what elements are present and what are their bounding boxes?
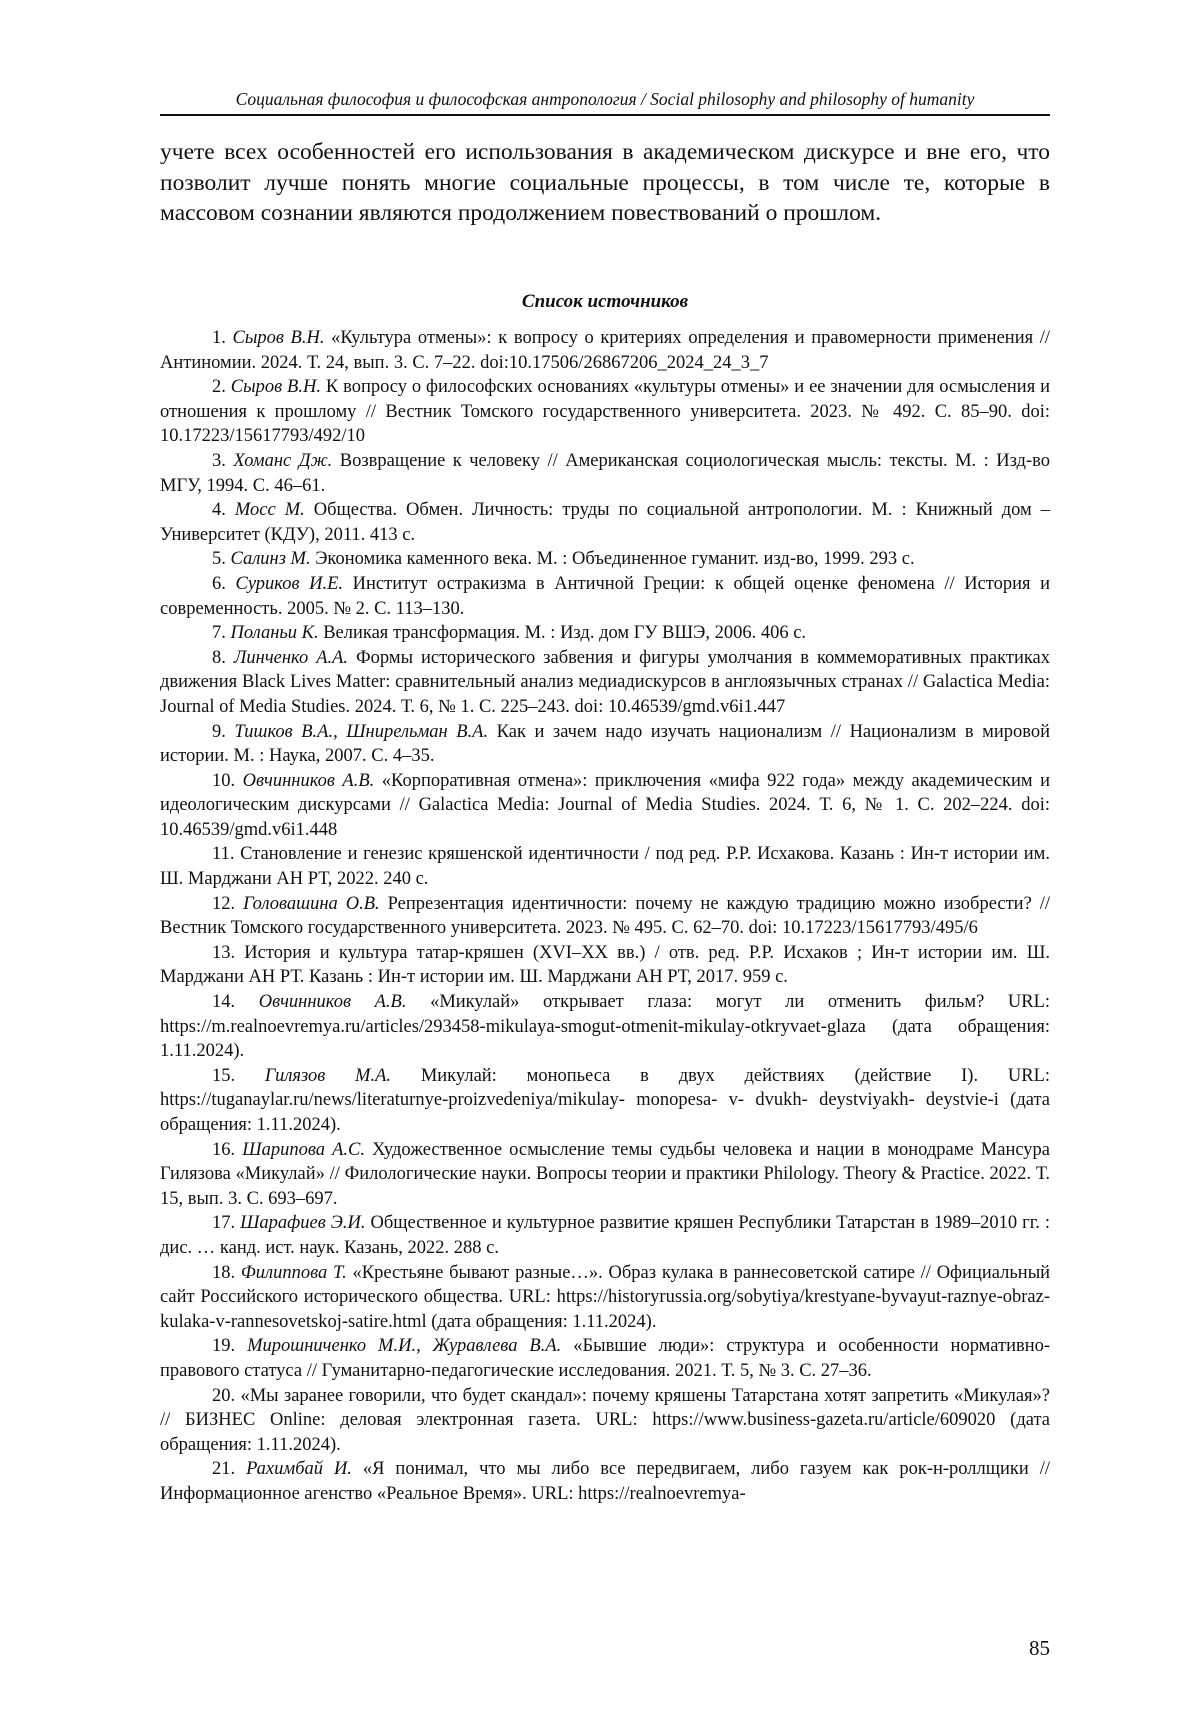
reference-number: 20. [212,1385,236,1406]
reference-text: К вопросу о философских основаниях «культуры отмены» и ее значении для осмысления и отношения к прошлому // Вестник Томского государственного университета. 2023. № 492. С. 85–90. doi: 10.17223/15617793/492/10 [160,377,1051,447]
reference-author: Филиппова Т. [240,1262,347,1283]
reference-number: 16. [212,1139,236,1160]
reference-author: Овчинников А.В. [242,770,375,791]
reference-number: 9. [212,721,226,742]
reference-item [160,375,1050,449]
body-paragraph: учете всех особенностей его использования в академическом дискурсе и вне его, что позволит лучше понять многие социальные процессы, в том числе те, которые в массовом сознании являются продолжением повествований о прошлом. [160,139,1050,226]
reference-number: 11. [212,844,235,865]
reference-item [160,842,1050,891]
reference-number: 7. [212,623,226,644]
reference-text: «Корпоративная отмена»: приключения «мифа 922 года» между академическим и идеологическим дискурсами // Galactica Media: Journal of Media Studies. 2024. Т. 6, № 1. С. 202–224. doi: 10.46539/gmd.v6i1.448 [160,770,1051,840]
reference-item [160,941,1050,990]
reference-text: Как и зачем надо изучать национализм // Национализм в мировой истории. М. : Наука, 2007. С. 4–35. [160,721,1051,767]
reference-text: Общества. Обмен. Личность: труды по социальной антропологии. М. : Книжный дом – Университет (КДУ), 2011. 413 с. [160,500,1051,545]
reference-author: Овчинников А.В. [258,992,407,1013]
reference-number: 10. [212,770,236,791]
reference-author: Мирошниченко М.И., Журавлева В.А. [247,1336,562,1357]
page-number: 85 [1029,1636,1050,1660]
reference-author: Сыров В.Н. [232,328,325,348]
reference-text: «Бывшие люди»: структура и особенности нормативно-правового статуса // Гуманитарно-педагогические исследования. 2021. Т. 5, № 3. С. 27–36. [160,1336,1051,1381]
reference-item [160,1211,1050,1260]
reference-item [160,1457,1050,1506]
reference-item [160,326,1050,375]
reference-number: 18. [212,1262,236,1283]
reference-item [160,720,1050,769]
reference-text: Великая трансформация. М. : Изд. дом ГУ ВШЭ, 2006. 406 с. [323,623,807,644]
reference-text: Экономика каменного века. М. : Объединенное гуманит. изд-во, 1999. 293 с. [315,549,915,570]
reference-text: Репрезентация идентичности: почему не каждую традицию можно изобрести? // Вестник Томского государственного университета. 2023. № 495. С. 62–70. doi: 10.17223/15617793/495/6 [160,893,1051,939]
running-head: Социальная философия и философская антропология / Social philosophy and philosophy of humanity [160,88,1050,116]
reference-author: Сыров В.Н. [230,377,321,398]
reference-author: Рахимбай И. [246,1459,352,1480]
reference-text: Становление и генезис кряшенской идентичности / под ред. Р.Р. Исхакова. Казань : Ин-т истории им. Ш. Марджани АН РТ, 2022. 240 с. [160,844,1050,890]
reference-item [160,621,1050,646]
reference-text: «Крестьяне бывают разные…». Образ кулака в раннесоветской сатире // Официальный сайт Российского исторического общества. URL: https://historyrussia.org/sobytiya/krestyane-byvayut-raznye-obraz-kulaka-v-rannesovetskoj-satire.html (дата обращения: 1.11.2024). [160,1262,1051,1332]
reference-author: Салинз М. [230,549,311,570]
reference-text: Формы исторического забвения и фигуры умолчания в коммеморативных практиках движения Black Lives Matter: сравнительный анализ медиадискурсов в англоязычных странах // Galactica Media: Journal of Media Studies. 2024. Т. 6, № 1. С. 225–243. doi: 10.46539/gmd.v6i1.447 [160,647,1051,717]
reference-item [160,646,1050,720]
reference-item [160,449,1050,498]
reference-text: «Я понимал, что мы либо все передвигаем, либо газуем как рок-н-роллщики // Информационное агенство «Реальное Время». URL: https://realnoevremya- [160,1459,1051,1504]
reference-number: 19. [212,1336,236,1357]
reference-item [160,1384,1050,1458]
reference-number: 15. [212,1065,236,1086]
reference-item [160,1064,1050,1138]
reference-number: 21. [212,1459,236,1480]
reference-item [160,892,1050,941]
reference-item [160,990,1050,1064]
reference-number: 6. [212,573,226,594]
reference-author: Шарипова А.С. [242,1139,366,1160]
reference-text: Художественное осмысление темы судьбы человека и нации в монодраме Мансура Гилязова «Микулай» // Филологические науки. Вопросы теории и практики Philology. Theory & Practice. 2022. Т. 15, вып. 3. С. 693–697. [160,1139,1051,1209]
reference-number: 3. [212,450,226,471]
reference-number: 4. [212,500,226,521]
reference-item [160,1138,1050,1212]
references-heading: Список источников [521,291,689,312]
reference-author: Поланьи К. [230,623,319,644]
reference-item [160,1261,1050,1335]
reference-item [160,572,1050,621]
reference-item [160,547,1050,572]
reference-list [160,326,1050,1507]
reference-number: 17. [212,1213,236,1234]
reference-text: «Мы заранее говорили, что будет скандал»: почему кряшены Татарстана хотят запретить «Микулая»? // БИЗНЕС Online: деловая электронная газета. URL: https://www.business-gazeta.ru/article/609020 (дата обращения: 1.11.2024). [160,1385,1051,1455]
reference-number: 1. [212,328,226,348]
reference-item [160,769,1050,843]
reference-author: Гилязов М.А. [264,1065,392,1086]
reference-text: «Микулай» открывает глаза: могут ли отменить фильм? URL: https://m.realnoevremya.ru/articles/293458-mikulaya-smogut-otmenit-mikulay-otkryvaet-glaza (дата обращения: 1.11.2024). [160,992,1051,1062]
reference-author: Линченко А.А. [233,647,349,668]
reference-number: 2. [212,377,226,398]
reference-number: 5. [212,549,226,570]
reference-text: Общественное и культурное развитие кряшен Республики Татарстан в 1989–2010 гг. : дис. … канд. ист. наук. Казань, 2022. 288 с. [160,1213,1051,1258]
reference-author: Тишков В.А., Шнирельман В.А. [234,721,489,742]
reference-text: «Культура отмены»: к вопросу о критериях определения и правомерности применения // Антиномии. 2024. Т. 24, вып. 3. С. 7–22. doi:10.17506/26867206_2024_24_3_7 [160,328,1051,373]
reference-number: 14. [212,992,236,1013]
reference-author: Суриков И.Е. [235,573,344,594]
reference-author: Хоманс Дж. [233,450,333,471]
reference-number: 12. [212,893,236,914]
reference-author: Шарафиев Э.И. [240,1213,366,1234]
reference-text: Возвращение к человеку // Американская социологическая мысль: тексты. М. : Изд-во МГУ, 1994. С. 46–61. [160,450,1050,496]
reference-text: Институт остракизма в Античной Греции: к общей оценке феномена // История и современность. 2005. № 2. С. 113–130. [160,573,1051,619]
reference-item [160,1334,1050,1383]
reference-text: Микулай: монопьеса в двух действиях (действие I). URL: https://tuganaylar.ru/news/literaturnye-proizvedeniya/mikulay- monopesa- v- dvukh- deystviyakh- deystvie-i (дата обращения: 1.11.2024). [160,1065,1051,1135]
reference-author: Головашина О.В. [243,893,380,914]
reference-item [160,498,1050,547]
reference-author: Мосс М. [234,500,305,521]
reference-text: История и культура татар-кряшен (XVI–XX вв.) / отв. ред. Р.Р. Исхаков ; Ин-т истории им. Ш. Марджани АН РТ. Казань : Ин-т истории им. Ш. Марджани АН РТ, 2017. 959 с. [160,942,1051,988]
reference-number: 8. [212,647,226,668]
reference-number: 13. [212,942,236,963]
